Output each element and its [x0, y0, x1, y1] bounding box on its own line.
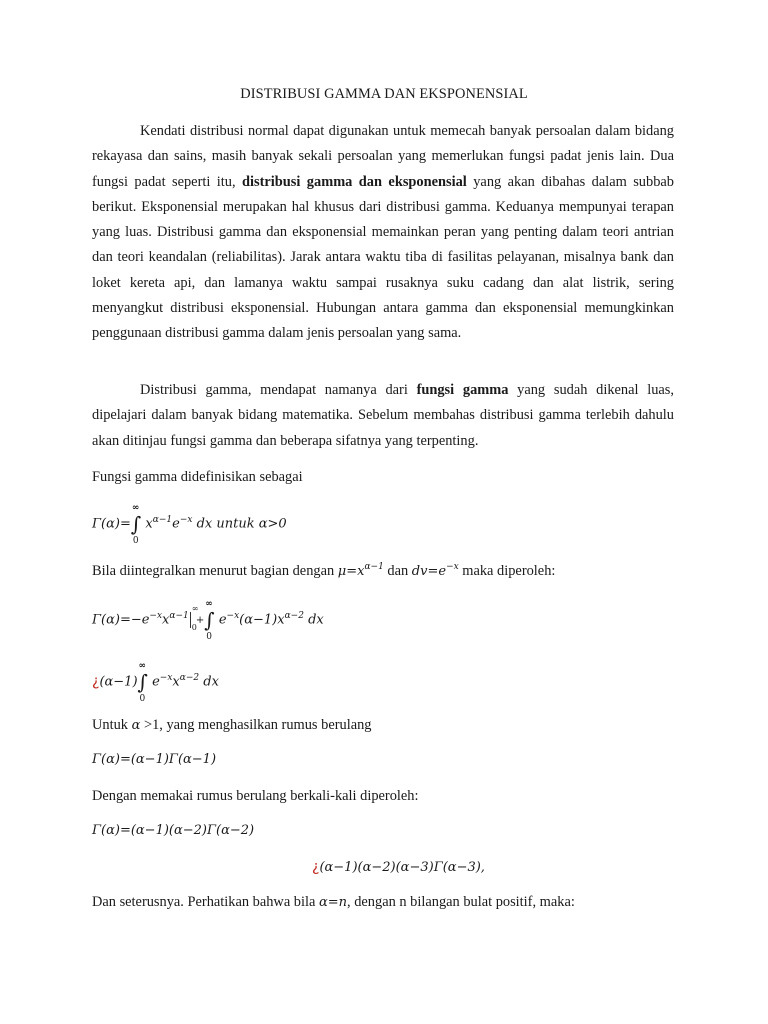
paragraph-intro-bold: distribusi gamma dan eksponensial [242, 173, 467, 190]
recursion-intro-line [92, 717, 371, 734]
paragraph-intro-text-b: yang akan dibahas dalam subbab berikut. Eksponensial merupakan hal khusus dari distribusi gamma. Keduanya mempunyai terapan yang luas. Distribusi gamma dan eksponensial memainkan peran yang penting dalam teori antrian dan teori keandalan (reliabilitas). Jarak antara waktu tiba di fasilitas pelayanan, misalnya bank dan loket kereta api, dan lamanya waktu sampai rusaknya suku cadang dan alat listrik, sering menyangkut distribusi eksponensial. Hubungan antara gamma dan eksponensial memungkinkan penggunaan distribusi gamma dalam jenis persoalan yang sama. [92, 173, 674, 342]
equation-integration-by-parts [92, 599, 324, 642]
closing-text-a: Dan seterusnya. Perhatikan bahwa bila [92, 894, 319, 910]
eq1-tail: dx untuk α>0 [196, 516, 287, 532]
paragraph-gamma-text-b: yang sudah dikenal luas, dipelajari dalam banyak bidang matematika. Sebelum membahas distribusi gamma terlebih dahulu akan ditinjau fungsi gamma dan beberapa sifatnya yang terpenting. [92, 382, 674, 449]
paragraph-gamma-bold: fungsi gamma [416, 382, 509, 398]
eq3-pre: (α−1) [99, 674, 138, 690]
eq2-tail: dx [308, 612, 324, 628]
closing-line [92, 894, 575, 911]
eq2-exp2: α−1 [169, 610, 189, 621]
definition-line: Fungsi gamma didefinisikan sebagai [92, 469, 303, 485]
integral-lower-limit: 0 [132, 536, 139, 546]
parts-text-a: Bila diintegralkan menurut bagian dengan [92, 563, 338, 579]
eq1-x: x [145, 516, 153, 532]
eq3-tail: dx [203, 674, 219, 690]
parts-dv-exp: −x [446, 562, 459, 572]
parts-dv: dv=e [411, 564, 447, 579]
eq3-exp1: −x [159, 672, 173, 683]
untuk-text-a: Untuk [92, 717, 132, 733]
parts-mu-exp: α−1 [364, 562, 384, 572]
eval-bar-upper: ∞ [191, 604, 199, 613]
eq2-lhs: Γ(α)=−e [92, 612, 150, 628]
eq2-x: x [162, 612, 170, 628]
eq6-body: (α−1)(α−2)(α−3)Γ(α−3), [319, 860, 485, 875]
eval-bar-lower: 0 [191, 623, 197, 632]
integral-sign: ∫ ∞ 0 [204, 599, 215, 642]
eq2-e: e [218, 612, 227, 628]
eq3-e: e [152, 674, 160, 690]
paragraph-intro-text-a: Kendati distribusi normal dapat digunakan untuk memecah banyak persoalan dalam bidang rekayasa dan sains, masih banyak sekali persoalan yang memerlukan fungsi padat jenis lain. Dua fungsi padat seperti itu, [92, 123, 674, 190]
eq2-plus: + [195, 614, 205, 626]
evaluation-bar [190, 604, 199, 632]
closing-alpha-n: α=n [318, 895, 348, 910]
integral-upper-limit: ∞ [131, 503, 140, 513]
eq2-exp3: −x [226, 610, 240, 621]
paragraph-intro [92, 119, 674, 347]
equation-reduced-integral [92, 661, 219, 704]
parts-dan: dan [383, 563, 412, 579]
eq1-exp1: α−1 [152, 514, 173, 525]
parts-text-b: maka diperoleh: [458, 563, 556, 579]
repeated-recursion-line: Dengan memakai rumus berulang berkali-kali diperoleh: [92, 788, 419, 804]
integral-upper-limit: ∞ [205, 599, 213, 609]
eq6-glyph: ¿ [312, 859, 320, 875]
integral-upper-limit: ∞ [138, 661, 147, 671]
eq3-glyph: ¿ [92, 673, 100, 690]
untuk-text-b: >1, yang menghasilkan rumus berulang [140, 717, 372, 733]
equation-recursion-three [312, 859, 485, 875]
integral-sign: ∫ ∞ 0 [137, 661, 148, 704]
eq1-e: e [172, 516, 180, 532]
equation-recursion-two: Γ(α)=(α−1)(α−2)Γ(α−2) [92, 823, 255, 838]
integration-by-parts-line [92, 563, 555, 580]
untuk-alpha: α [131, 718, 141, 733]
document-title: DISTRIBUSI GAMMA DAN EKSPONENSIAL [240, 86, 528, 102]
equation-recursion: Γ(α)=(α−1)Γ(α−1) [92, 752, 217, 767]
integral-lower-limit: 0 [206, 632, 213, 642]
eq3-exp2: α−2 [179, 672, 200, 683]
eq2-mid: (α−1)x [239, 612, 285, 628]
equation-gamma-definition [92, 503, 287, 546]
paragraph-gamma-function [92, 378, 674, 454]
paragraph-gamma-text-a: Distribusi gamma, mendapat namanya dari [140, 382, 417, 398]
eq2-exp1: −x [149, 610, 163, 621]
integral-lower-limit: 0 [139, 694, 146, 704]
parts-mu: μ=x [337, 564, 365, 579]
closing-text-b: , dengan n bilangan bulat positif, maka: [347, 894, 575, 910]
integral-sign: ∫ ∞ 0 [130, 503, 142, 546]
eq3-x: x [172, 674, 180, 690]
eq1-exp2: −x [179, 514, 193, 525]
eq2-exp4: α−2 [284, 610, 304, 621]
eq1-lhs: Γ(α)= [92, 516, 131, 532]
